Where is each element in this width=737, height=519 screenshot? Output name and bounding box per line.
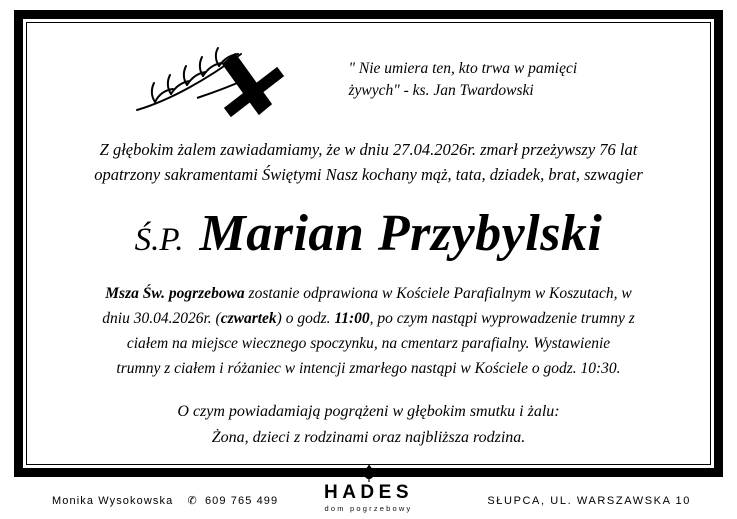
closing-line-2: Żona, dzieci z rodzinami oraz najbliższa rodzina.	[211, 428, 526, 446]
deceased-name-block	[52, 204, 685, 263]
mass-line-1-rest: zostanie odprawiona w Kościele Parafialnym w Koszutach, w	[244, 284, 632, 302]
mass-line-3: ciałem na miejsce wiecznego spoczynku, na cmentarz parafialny. Wystawienie	[126, 334, 611, 352]
cross-with-palm-branch-icon	[131, 38, 331, 126]
announcement-text	[52, 138, 685, 188]
contact-phone: 609 765 499	[204, 495, 279, 507]
announcement-line-2: opatrzony sakramentami Świętymi Nasz kochany mąż, tata, dziadek, brat, szwagier	[94, 164, 643, 184]
footer-contact	[52, 494, 278, 507]
family-closing	[52, 399, 685, 450]
mass-time: 11:00	[334, 309, 370, 327]
mass-label-bold: Msza Św. pogrzebowa	[105, 284, 245, 302]
mass-details	[52, 281, 685, 381]
company-name: HADES	[323, 482, 413, 503]
phone-icon: ✆	[187, 495, 198, 507]
announcement-line-1: Z głębokim żalem zawiadamiamy, że w dniu 27.04.2026r. zmarł przeżywszy 76 lat	[99, 140, 638, 159]
company-address: SŁUPCA, UL. WARSZAWSKA 10	[487, 495, 691, 507]
contact-name: Monika Wysokowska	[52, 495, 174, 507]
honorific: Ś.P.	[134, 221, 184, 258]
memorial-quote: " Nie umiera ten, kto trwa w pamięci żywych" - ks. Jan Twardowski	[348, 60, 578, 100]
company-subtitle: dom pogrzebowy	[324, 504, 413, 513]
closing-line-1: O czym powiadamiają pogrążeni w głębokim smutku i żalu:	[177, 402, 560, 420]
mass-line-1	[58, 281, 679, 306]
footer	[0, 457, 737, 519]
deceased-name: Marian Przybylski	[199, 204, 603, 262]
flame-icon	[361, 464, 377, 482]
header-row	[52, 34, 685, 130]
company-logo	[279, 464, 459, 513]
notice-content	[34, 28, 703, 459]
mass-weekday: czwartek	[220, 309, 277, 327]
mass-line-2-c: , po czym nastąpi wyprowadzenie trumny z	[369, 309, 635, 327]
mass-line-4: trumny z ciałem i różaniec w intencji zmarłego nastąpi w Kościele o godz. 10:30.	[116, 359, 621, 377]
mass-line-2-b: ) o godz.	[276, 309, 335, 327]
mass-line-2-a: dniu 30.04.2026r. (	[102, 309, 221, 327]
mass-line-2	[58, 306, 679, 331]
